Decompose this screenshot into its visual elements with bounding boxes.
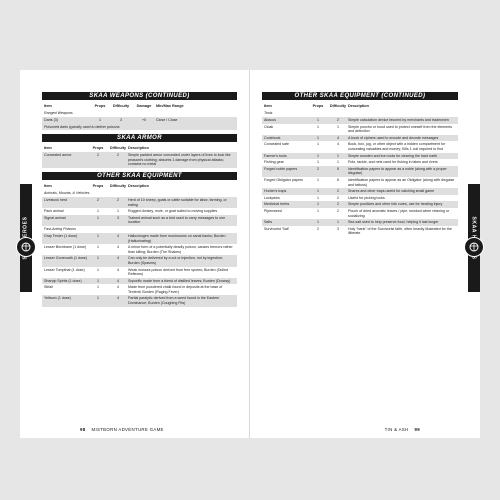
cell-description: Identification papers to appear as an Obligator (along with disguise and tattoos)	[348, 177, 455, 187]
cell-description: Simple wooden and iron tools for clearing the hard earth	[348, 153, 438, 158]
header-damage: Damage	[136, 104, 152, 108]
cell-description: Sea salt used to help preserve food, helping it last longer	[348, 220, 439, 225]
cell-props: 1	[97, 267, 99, 272]
table-row	[262, 226, 458, 237]
cell-item: Stifall	[44, 285, 53, 290]
cell-difficulty: 3	[117, 215, 119, 220]
cell-props: 2	[317, 166, 319, 171]
table-row	[42, 255, 237, 266]
page-number: 99	[414, 427, 420, 432]
table-subsection: Animals, Mounts, & Vehicles	[44, 190, 90, 195]
cell-difficulty: 4	[337, 142, 339, 147]
cell-props: 1	[317, 208, 319, 213]
cell-item: Hunter's traps	[264, 189, 287, 194]
header-props: Props	[312, 104, 324, 108]
cell-item: Livestock herd	[44, 197, 68, 202]
table-row	[42, 152, 237, 168]
table-row	[262, 166, 458, 177]
cell-item: Concealed safe	[264, 142, 289, 147]
cell-difficulty: 4	[117, 267, 119, 272]
header-item: Item	[44, 146, 52, 151]
cell-item: Salts	[264, 220, 272, 225]
cell-item: Concealed armor	[44, 153, 72, 158]
equipment-continued-title: OTHER SKAA EQUIPMENT (CONTINUED)	[262, 92, 458, 100]
table-row	[42, 244, 237, 255]
cell-difficulty: 6	[337, 177, 339, 182]
cell-description: Useful for picking locks	[348, 195, 385, 200]
table-row	[262, 141, 458, 152]
cell-item: Farmer's tools	[264, 153, 287, 158]
cell-difficulty: 1	[337, 124, 339, 129]
table-row	[42, 117, 237, 124]
cell-item: Abacus	[264, 118, 276, 122]
cell-props: 1	[97, 256, 99, 261]
table-row	[262, 117, 458, 124]
table-row	[262, 195, 458, 202]
cell-props: 1	[317, 189, 319, 194]
cell-item: Lesser Goneroath (1 dose)	[44, 256, 87, 261]
cell-props: 1	[97, 285, 99, 290]
equipment-header-row	[262, 103, 458, 110]
cell-props: 1	[97, 296, 99, 301]
cell-item: Yeltsum (1 dose)	[44, 296, 71, 301]
cell-props: 1	[317, 124, 319, 129]
cell-description: Pole, tackle, and nets used for fishing in lakes and rivers	[348, 160, 438, 165]
cell-difficulty: 2	[337, 189, 339, 194]
cell-description: Herd of 10 sheep, goats or cattle suitable for labor, farming, or eating	[128, 197, 227, 207]
book-title: TIN & ASH	[384, 427, 409, 432]
cell-description: Soporific made from a blend of distilled leaves; Burden (Drowsy)	[128, 278, 231, 283]
cell-item: Medicinal herbs	[264, 202, 290, 207]
table-subsection: Fast-Acting Poisons	[44, 226, 76, 231]
cell-difficulty: 2	[337, 195, 339, 200]
cell-props: 1	[97, 209, 99, 214]
cell-difficulty: 2	[337, 118, 339, 122]
cell-props: 1	[317, 118, 319, 122]
cell-item: Lesser Birchbane (1 dose)	[44, 245, 87, 250]
header-difficulty: Difficulty	[112, 104, 130, 108]
cell-description: Partial paralytic derived from a weed found in the Eastern Dominance; Burden (Coughing Fits)	[128, 296, 220, 306]
cell-props: 1	[97, 233, 99, 238]
table-row	[42, 278, 237, 285]
cell-props: 1	[99, 118, 101, 122]
header-description: Description	[348, 104, 369, 108]
equipment-header-row	[42, 183, 237, 190]
cell-item: Pipenweed	[264, 208, 282, 213]
cell-item: Pack animal	[44, 209, 64, 214]
header-description: Description	[128, 183, 149, 188]
cell-item: Lockpicks	[264, 195, 280, 200]
table-subsection: Tools	[264, 111, 273, 115]
cell-description: Simple calculation device favored by merchants and tradesmen	[348, 118, 449, 122]
right-page	[250, 70, 480, 438]
cell-item: Cloak	[264, 124, 274, 129]
header-range: Min/Max Range	[156, 104, 184, 108]
cell-difficulty: 4	[117, 256, 119, 261]
cell-item: Forged Obligator papers	[264, 177, 303, 182]
cell-description: Holy "bank" of the Survivorist faith, often heavily illustrated for the illiterate	[348, 226, 452, 236]
cell-description: A minor form of a potentially deadly poison, causes tremors rather than killing; Burden (The Shakes)	[128, 245, 233, 254]
table-row	[262, 188, 458, 195]
header-difficulty: Difficulty	[109, 183, 127, 188]
cell-props: 1	[317, 195, 319, 200]
table-row	[42, 208, 237, 215]
page-number: 98	[80, 427, 86, 432]
header-props: Props	[92, 146, 104, 151]
cell-props: 1	[97, 245, 99, 250]
cell-description: Identification papers to appear as a noble (along with a proper disguise)	[348, 166, 447, 176]
cell-props: 2	[317, 226, 319, 231]
cell-description: Weak mosses poison derived from fern spores; Burden (Dulled Reflexes)	[128, 267, 229, 277]
table-row	[42, 295, 237, 306]
cell-item: Survivorist 'Sail'	[264, 226, 290, 231]
cell-description: Rugged donkey, mule, or goat suited to moving supplies	[128, 209, 218, 214]
table-row	[262, 135, 458, 142]
cell-item: Signal animal	[44, 215, 66, 220]
cell-description: Pouch of dried aromatic leaves / pipe, smoked when relaxing or socializing	[348, 208, 450, 218]
weapons-header-row	[42, 103, 237, 110]
cell-description: Simple poultices and other folk cures, use for treating injury	[348, 202, 443, 207]
cell-range: Close / Close	[156, 118, 178, 122]
table-row	[262, 201, 458, 208]
chapter-emblem-icon	[464, 237, 484, 257]
cell-props: 1	[97, 215, 99, 220]
cell-difficulty: 4	[117, 245, 119, 250]
cell-difficulty: 4	[117, 285, 119, 290]
cell-description: A book of ciphers used to encode and decode messages	[348, 135, 439, 140]
table-row	[42, 284, 237, 295]
page-footer-left	[80, 427, 164, 432]
cell-props: 1	[317, 220, 319, 225]
cell-difficulty: 1	[337, 160, 339, 165]
cell-difficulty: 2	[337, 208, 339, 213]
header-item: Item	[44, 183, 52, 188]
header-item: Item	[44, 104, 52, 108]
cell-description: Can only be delivered by a cut or injection, not by ingestion; Burden (Spasms)	[128, 256, 223, 265]
cell-item: Darts (3)	[44, 118, 58, 122]
chapter-emblem-icon	[16, 237, 36, 257]
table-row	[262, 208, 458, 219]
page-footer-right	[385, 427, 420, 432]
cell-difficulty: 1	[117, 209, 119, 214]
weapons-table-title: SKAA WEAPONS (CONTINUED)	[42, 92, 237, 100]
table-subsection: Ranged Weapons	[44, 111, 73, 115]
equipment-table-title: OTHER SKAA EQUIPMENT	[42, 172, 237, 180]
cell-description: Snares and other traps useful for catching small game	[348, 189, 435, 194]
cell-description: Hallucinogen made from mushrooms on canal banks; Burden (Hallucinating)	[128, 233, 226, 243]
cell-props: 1	[97, 278, 99, 283]
cell-item: Lesser Tompthat (1 dose)	[44, 267, 85, 272]
cell-props: 2	[97, 153, 99, 158]
cell-difficulty: 4	[117, 233, 119, 238]
cell-item: Fishing gear	[264, 160, 284, 165]
header-description: Description	[128, 146, 149, 151]
cell-difficulty: 3	[337, 226, 339, 231]
cell-difficulty: 2	[117, 197, 119, 202]
table-row	[262, 219, 458, 226]
cell-damage: +0	[141, 118, 147, 122]
cell-difficulty: 5	[337, 166, 339, 171]
cell-props: 2	[97, 197, 99, 202]
cell-item: Codebook	[264, 135, 281, 140]
cell-item: Gray Fester (1 dose)	[44, 233, 78, 238]
header-difficulty: Difficulty	[109, 146, 127, 151]
left-page	[20, 70, 250, 438]
cell-description: Book, box, jug, or other object with a hidden compartment for concealing valuables and money; Kills 1 coil required to find	[348, 142, 446, 151]
cell-difficulty: 3	[120, 118, 122, 122]
cell-props: 1	[317, 160, 319, 165]
cell-props: 1	[317, 153, 319, 158]
header-props: Props	[92, 183, 104, 188]
book-spread	[20, 70, 480, 438]
table-row	[262, 153, 458, 160]
table-row	[42, 197, 237, 208]
cell-description: Made from powdered chalk found in deposits at the base of Tenlenti; Burden (Raging Fever)	[128, 285, 223, 294]
cell-props: 1	[317, 202, 319, 207]
equipment-rows	[262, 117, 458, 237]
cell-item: Forged noble papers	[264, 166, 298, 171]
armor-table-title: SKAA ARMOR	[42, 134, 237, 142]
table-row	[42, 215, 237, 226]
cell-difficulty: 1	[337, 220, 339, 225]
cell-description: Simple poncho or hood used to protect oneself from the elements and detection	[348, 124, 453, 134]
cell-difficulty: 2	[337, 202, 339, 207]
cell-difficulty: 2	[117, 153, 119, 158]
table-note: Poisoned darts typically used to deliver poisons	[42, 124, 237, 131]
book-title: MISTBORN ADVENTURE GAME	[91, 427, 164, 432]
header-props: Props	[94, 104, 106, 108]
table-row	[262, 177, 458, 188]
cell-props: 1	[317, 135, 319, 140]
cell-item: Sharpip Spirits (1 dose)	[44, 278, 82, 283]
cell-description: Trained animal such as a bird used to carry messages to one location	[128, 215, 226, 225]
table-row	[262, 159, 458, 166]
header-difficulty: Difficulty	[329, 104, 347, 108]
armor-header-row	[42, 145, 237, 152]
table-row	[42, 267, 237, 278]
table-row	[42, 233, 237, 244]
cell-difficulty: 4	[337, 135, 339, 140]
cell-difficulty: 4	[117, 296, 119, 301]
cell-difficulty: 1	[337, 153, 339, 158]
cell-props: 1	[317, 177, 319, 182]
cell-props: 1	[317, 142, 319, 147]
cell-description: Simple padded armor concealed under layers of lives to look like peasant's clothing; absorbs 1 damage from physical attacks; contains no metal	[128, 153, 231, 167]
header-item: Item	[264, 104, 272, 108]
table-row	[262, 124, 458, 135]
cell-difficulty: 4	[117, 278, 119, 283]
